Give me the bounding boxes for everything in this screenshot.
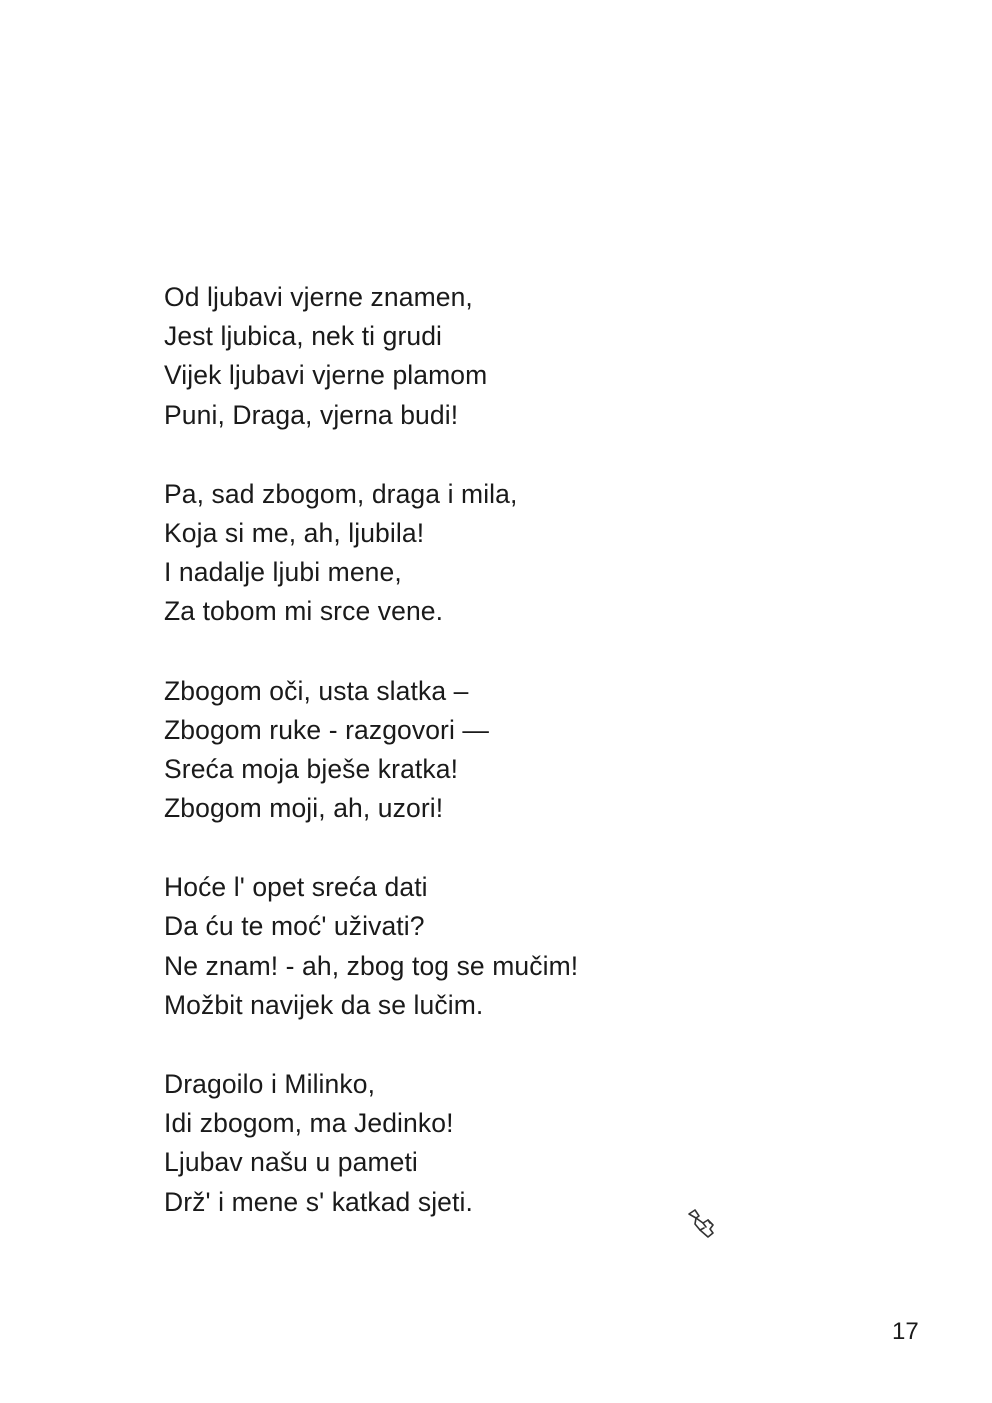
poem-line: Od ljubavi vjerne znamen, (164, 282, 473, 312)
stanza-1 (164, 278, 764, 435)
poem-line: Puni, Draga, vjerna budi! (164, 399, 459, 430)
poem-line: Za tobom mi srce vene. (164, 596, 444, 627)
poem-line: Koja si me, ah, ljubila! (164, 517, 425, 548)
poem-line: Sreća moja bješe kratka! (164, 753, 459, 784)
stanza-4 (164, 868, 764, 1025)
stanza-5 (164, 1065, 764, 1222)
poem-line: Zbogom oči, usta slatka – (164, 675, 469, 706)
stanza-2 (164, 475, 764, 632)
poem-line: Dragoilo i Milinko, (164, 1069, 376, 1099)
poem-line: Idi zbogom, ma Jedinko! (164, 1108, 454, 1139)
page-number: 17 (892, 1318, 919, 1345)
hand-pointer-ornament-icon (686, 1208, 722, 1240)
poem (164, 278, 764, 1262)
poem-line: Da ću te moć' uživati? (164, 911, 425, 942)
poem-line: Vijek ljubavi vjerne plamom (164, 360, 488, 391)
stanza-3 (164, 672, 764, 829)
poem-line: Drž' i mene s' katkad sjeti. (164, 1186, 473, 1217)
poem-line: Jest ljubica, nek ti grudi (164, 321, 443, 352)
poem-line: Ne znam! - ah, zbog tog se mučim! (164, 950, 579, 981)
poem-line: Zbogom moji, ah, uzori! (164, 793, 444, 824)
poem-line: Pa, sad zbogom, draga i mila, (164, 478, 518, 509)
poem-line: Ljubav našu u pameti (164, 1147, 418, 1178)
poem-line: I nadalje ljubi mene, (164, 557, 402, 588)
poem-line: Možbit navijek da se lučim. (164, 989, 484, 1020)
poem-line: Hoće l' opet sreća dati (164, 872, 428, 903)
poem-line: Zbogom ruke - razgovori — (164, 714, 490, 745)
